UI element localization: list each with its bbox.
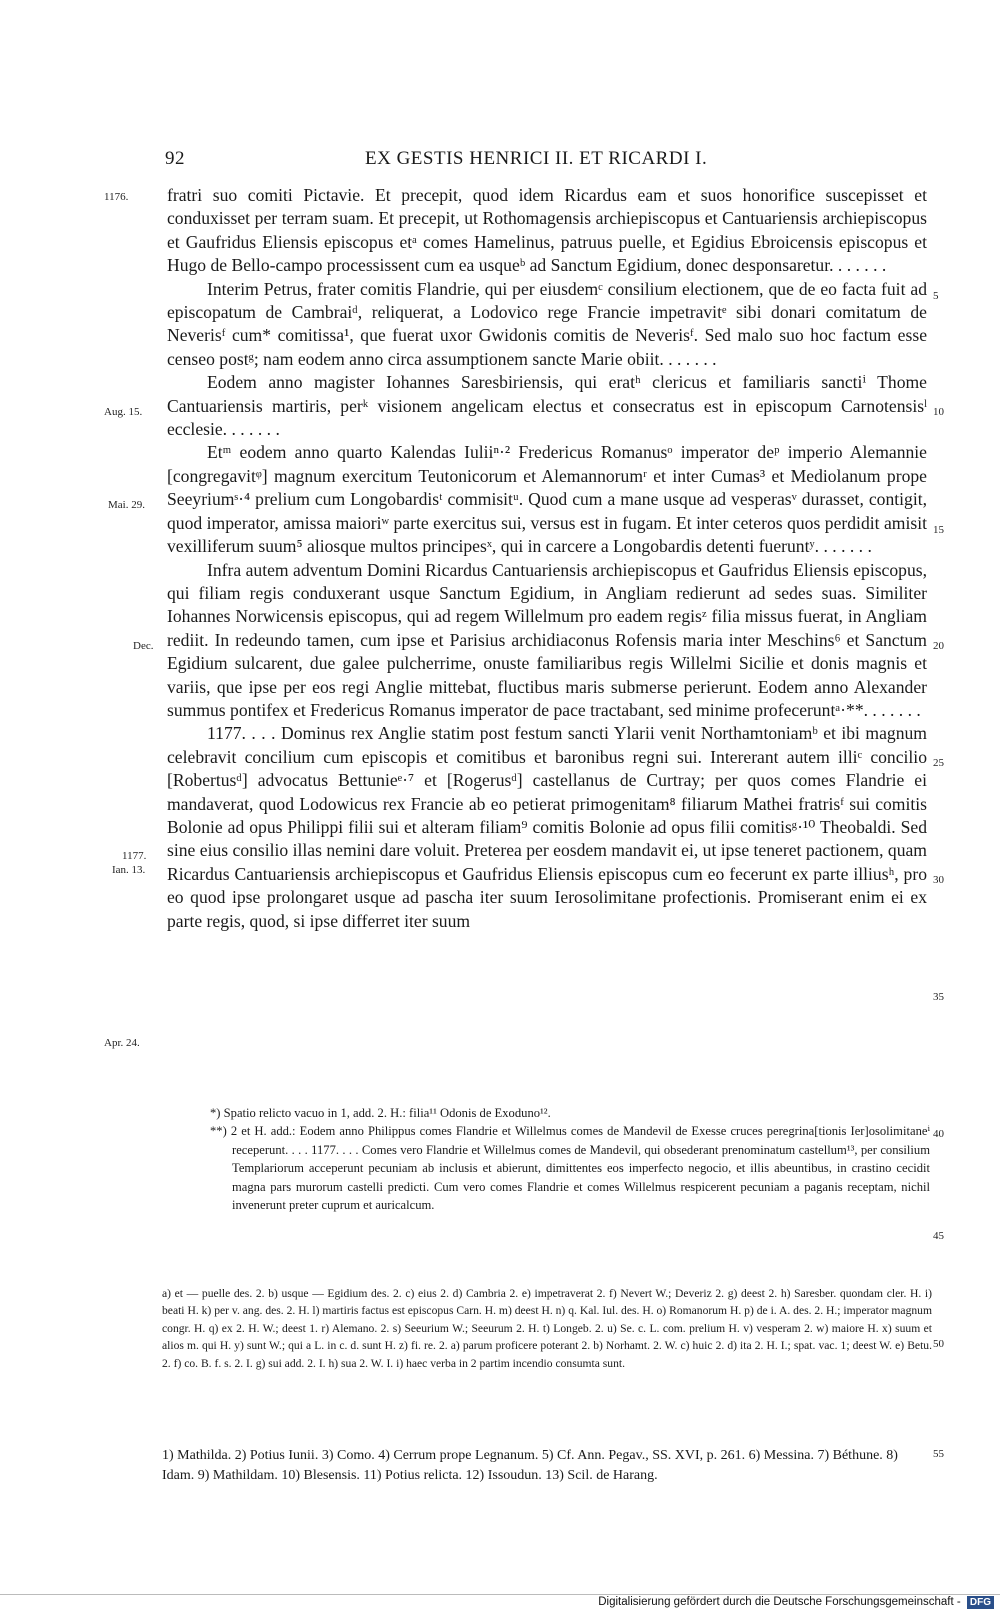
line-number: 35 — [933, 991, 944, 1003]
paragraph: 1177. . . . Dominus rex Anglie statim post festum sancti Ylarii venit Northamtoniamᵇ et ibi magnum celebravit concilium cum episcopis et comitibus et baronibus regni sui. Intererant autem illiᶜ concilio [Robertusᵈ] advocatus Bettunieᵉ·⁷ et [Rogerusᵈ] castellanus de Curtray; per quos comes Flandrie ei mandaverat, quod Lodowicus rex Francie ab eo petierat primogenitam⁸ filiarum Mathei fratrisᶠ sui comitis Bolonie ad opus Philippi filii sui et alteram filiam⁹ comitis Bolonie ad opus filii comitisᵍ·¹⁰ Theobaldi. Sed sine eius consilio illas nemini dare voluit. Preterea per eosdem mandavit ei, ut ipse teneret pactionem, quam Ricardus Cantuariensis archiepiscopus et Gaufridus Eliensis episcopus cum eo fecerunt ex parte illiusʰ, pro eo quod ipse prolongaret usque ad pascha iter suum Ierosolimitane profectionis. Promiserant enim ei ex parte regis, quod, si ipse differret iter suum — [167, 723, 927, 931]
footnote: *) Spatio relicto vacuo in 1, add. 2. H.: filia¹¹ Odonis de Exoduno¹². — [210, 1106, 551, 1120]
digitization-footer — [598, 1596, 994, 1609]
numbered-footnotes: 1) Mathilda. 2) Potius Iunii. 3) Como. 4) Cerrum prope Legnanum. 5) Cf. Ann. Pegav., SS. XVI, p. 261. 6) Messina. 7) Béthune. 8) Idam. 9) Mathildam. 10) Blesensis. 11) Potius relicta. 12) Issoudun. 13) Scil. de Harang. — [162, 1448, 898, 1483]
main-text — [167, 184, 927, 933]
paragraph: Etᵐ eodem anno quarto Kalendas Iuliiⁿ·² Fredericus Romanusᵒ imperator deᵖ imperio Alemannie [congregavitᵠ] magnum exercitum Teutonicorum et Alemannorumʳ et inter Cumas³ et Mediolanum prope Seeyriumˢ·⁴ prelium cum Longobardisᵗ commisitᵘ. Quod cum a mane usque ad vesperasᵛ durasset, contigit, quod imperator, amissa maioriʷ parte exercitus sui, versus est in fugam. Et inter ceteros quos perdidit amisit vexilliferum suum⁵ aliosque multos principesˣ, qui in carcere a Longobardis detenti fueruntʸ. . . . . . . — [167, 442, 927, 557]
line-number: 25 — [933, 757, 944, 769]
line-number: 5 — [933, 290, 939, 302]
running-title: EX GESTIS HENRICI II. ET RICARDI I. — [365, 148, 708, 169]
line-number: 15 — [933, 524, 944, 536]
paragraph: fratri suo comiti Pictavie. Et precepit, quod idem Ricardus eam et suos honorifice suscepisset et conduxisset per terram suam. Et precepit, ut Rothomagensis archiepiscopus et Cantuariensis archiepiscopus et Gaufridus Eliensis episcopus etᵃ comes Hamelinus, patruus puelle, et Egidius Ebroicensis episcopus et Hugo de Bello-campo processissent cum ea usqueᵇ ad Sanctum Egidium, donec desponsaretur. . . . . . . — [167, 185, 927, 276]
footer-text: Digitalisierung gefördert durch die Deutsche Forschungsgemeinschaft - — [598, 1596, 961, 1608]
line-number: 20 — [933, 640, 944, 652]
line-number: 45 — [933, 1230, 944, 1242]
line-number: 40 — [933, 1128, 944, 1140]
margin-note-date: Dec. — [133, 640, 154, 652]
line-number: 55 — [933, 1448, 944, 1460]
line-number: 10 — [933, 406, 944, 418]
margin-note-date: Apr. 24. — [104, 1037, 140, 1049]
paragraph: Eodem anno magister Iohannes Saresbiriensis, qui eratʰ clericus et familiaris sanctiⁱ Thome Cantuariensis martiris, perᵏ visionem angelicam electus et consecratus est in episcopum Carnotensisˡ ecclesie. . . . . . . — [167, 372, 927, 440]
line-number: 30 — [933, 874, 944, 886]
margin-note-date: Ian. 13. — [112, 864, 146, 876]
asterisk-footnotes — [210, 1104, 930, 1214]
running-header — [165, 148, 935, 174]
margin-note-date: Aug. 15. — [104, 406, 143, 418]
paragraph: Infra autem adventum Domini Ricardus Cantuariensis archiepiscopus et Gaufridus Eliensis episcopus, qui filiam regis conduxerant usque Sanctum Egidium, in Angliam redierunt ad sedes suas. Similiter Iohannes Norwicensis episcopus, qui ad regem Willelmum pro eadem regisᶻ filia missus fuerat, in Angliam rediit. In redeundo tamen, cum ipse et Parisius archidiaconus Rofensis maria inter Meschins⁶ et Sanctum Egidium sulcarent, due galee pulcherrime, onuste familiaribus regis Willelmi Sicilie et donis magnis et variis, que ipse per eos regi Anglie mittebat, fluctibus maris submerse perierunt. Eodem anno Alexander summus pontifex et Fredericus Romanus imperator de pace tractabant, sed minime profeceruntᵃ·**. . . . . . . — [167, 559, 927, 720]
page-number: 92 — [165, 148, 185, 169]
line-number: 50 — [933, 1338, 944, 1350]
critical-apparatus: a) et — puelle des. 2. b) usque — Egidium des. 2. c) eius 2. d) Cambria 2. e) impetraverat 2. f) Nevert W.; Deveriz 2. g) deest 2. h) Saresber. quondam cler. H. i) beati H. k) per v. ang. des. 2. H. l) martiris factus est episcopus Carn. H. m) deest H. n) q. Kal. Iul. des. H. o) Romanorum H. p) de i. A. des. 2. H.; imperator magnum congr. H. q) ex 2. H. W.; deest 1. r) Alemano. 2. s) Seeurium W.; Seeurum 2. H. t) Longeb. 2. u) Se. c. L. com. prelium H. v) vesperam 2. w) maiore H. x) suum et alios m. qui H. y) sunt W.; qui a L. in c. d. sunt H. z) fi. re. 2. a) parum proficere poterant 2. b) Norhamt. 2. W. c) huic 2. d) ita 2. H. I.; spat. vac. 1; deest W. e) Betu. 2. f) co. B. f. s. 2. I. g) sui add. 2. I. h) sua 2. W. I. i) haec verba in 2 partim incendio consumta sunt. — [162, 1287, 932, 1370]
margin-note-date: Mai. 29. — [108, 499, 145, 511]
dfg-logo: DFG — [967, 1596, 994, 1609]
margin-note-year: 1177. — [122, 850, 147, 862]
paragraph: Interim Petrus, frater comitis Flandrie, qui per eiusdemᶜ consilium electionem, que de eo facta fuit ad episcopatum de Cambraiᵈ, reliquerat, a Lodovico rege Francie impetravitᵉ sibi donari comitatum de Neverisᶠ cum* comitissa¹, que fuerat uxor Gwidonis comitis de Neverisᶠ. Sed malo suo hoc factum esse censeo postᵍ; nam eodem anno circa assumptionem sancte Marie obiit. . . . . . . — [167, 278, 927, 369]
footer-divider — [0, 1594, 1000, 1595]
footnote: **) 2 et H. add.: Eodem anno Philippus comes Flandrie et Willelmus comes de Mandevil de Exesse cruces peregrina[tionis Ier]osolimitaneⁱ receperunt. . . . 1177. . . . Comes vero Flandrie et Willelmus comes de Mandevil, qui obsederant prenominatum castellum¹³, per consilium Templariorum acceperunt pecuniam ab inclusis et abierunt, dimittentes eos imperfecto negocio, et illis abeuntibus, in crastino cecidit magna pars murorum castelli predicti. Cum vero comes Flandrie et comes Willelmus respicerent pecuniam a paganis receptam, nichil invenerunt preter cuprum et auricalcum. — [210, 1124, 930, 1213]
margin-note-year: 1176. — [104, 191, 129, 203]
